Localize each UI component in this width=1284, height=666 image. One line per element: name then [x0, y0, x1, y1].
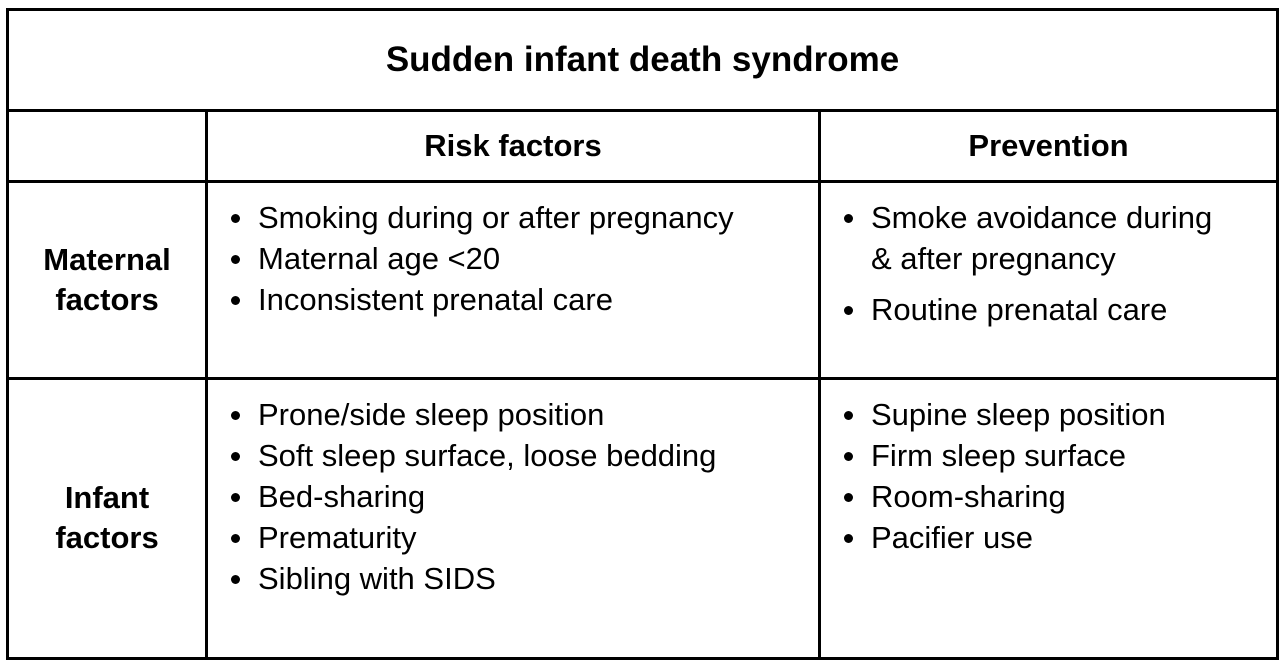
list-item: Bed-sharing [258, 476, 818, 517]
maternal-risk-cell [207, 182, 820, 378]
infant-prevention-list [821, 380, 1276, 558]
maternal-prevention-list [821, 183, 1276, 330]
table-row-infant [8, 378, 1278, 658]
list-item: Prematurity [258, 517, 818, 558]
row-label-maternal: Maternal factors [43, 241, 171, 317]
row-label-infant: Infant factors [55, 480, 159, 556]
sids-table-container [6, 8, 1276, 660]
list-item: Maternal age <20 [258, 238, 818, 279]
list-item: Smoking during or after pregnancy [258, 197, 818, 238]
column-header-risk-factors: Risk factors [207, 111, 820, 182]
list-item: Supine sleep position [871, 394, 1276, 435]
infant-risk-list [208, 380, 818, 599]
table-row-maternal [8, 182, 1278, 378]
list-item: Room-sharing [871, 476, 1276, 517]
list-item: Inconsistent prenatal care [258, 279, 818, 320]
column-header-prevention: Prevention [820, 111, 1278, 182]
sids-table [6, 8, 1279, 660]
infant-risk-cell [207, 378, 820, 658]
maternal-risk-list [208, 183, 818, 320]
row-header-maternal [8, 182, 207, 378]
infant-prevention-cell [820, 378, 1278, 658]
list-item: Prone/side sleep position [258, 394, 818, 435]
maternal-prevention-cell [820, 182, 1278, 378]
list-item: Soft sleep surface, loose bedding [258, 435, 818, 476]
list-item: Firm sleep surface [871, 435, 1276, 476]
row-header-infant [8, 378, 207, 658]
empty-corner-cell [8, 111, 207, 182]
list-item: Pacifier use [871, 517, 1276, 558]
list-item: Routine prenatal care [871, 289, 1276, 330]
list-item: Smoke avoidance during & after pregnancy [871, 197, 1276, 279]
table-title: Sudden infant death syndrome [8, 10, 1278, 111]
list-item: Sibling with SIDS [258, 558, 818, 599]
